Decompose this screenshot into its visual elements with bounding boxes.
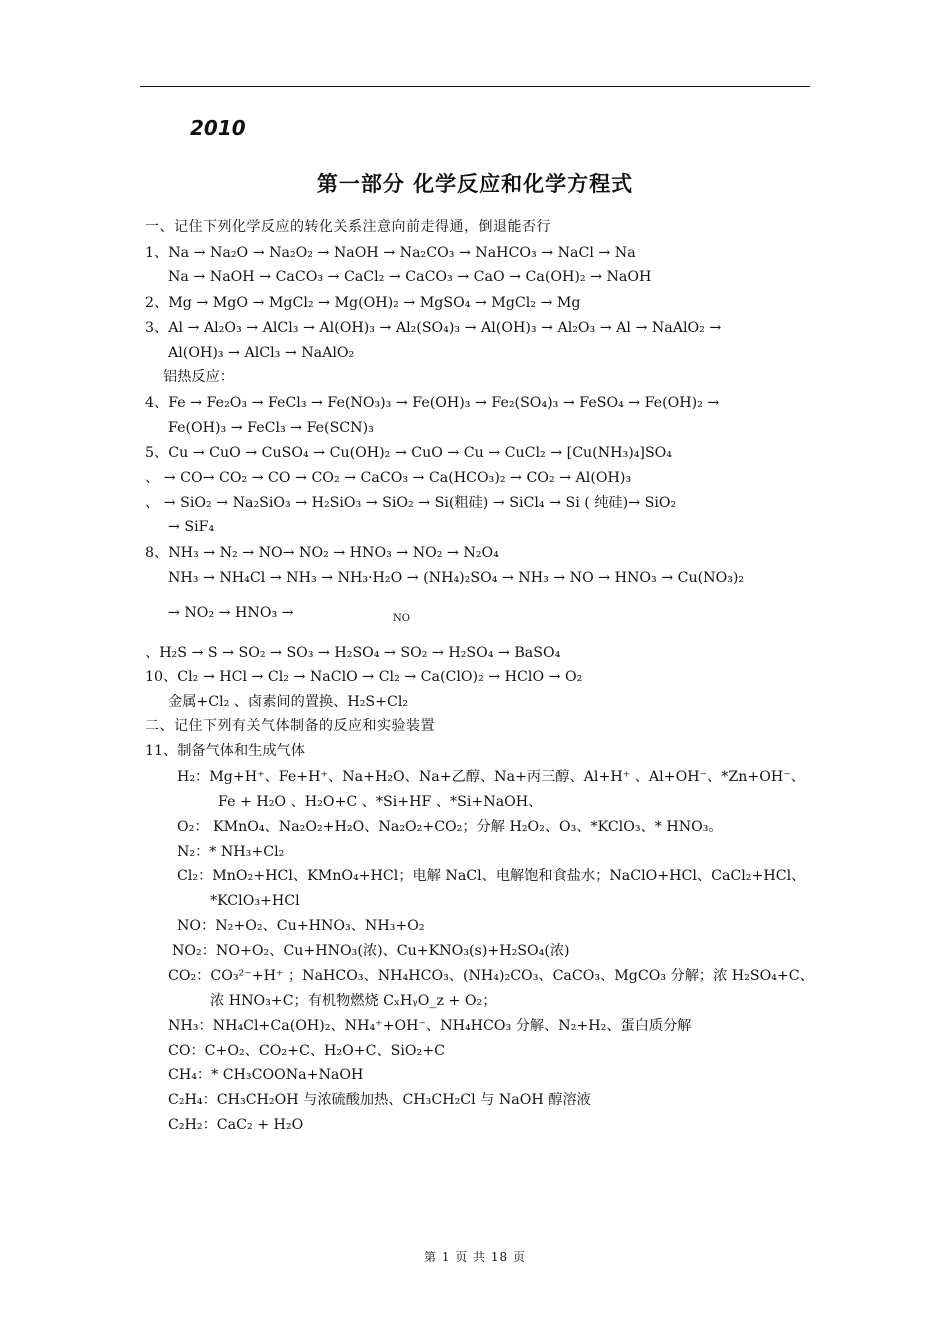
text-line: → NO₂ → HNO₃ → <box>168 605 294 621</box>
text-line: H₂：Mg+H⁺、Fe+H⁺、Na+H₂O、Na+乙醇、Na+丙三醇、Al+H⁺ 、Al+OH⁻、*Zn+OH⁻、 <box>177 769 805 785</box>
text-line: 、H₂S → S → SO₂ → SO₃ → H₂SO₄ → SO₂ → H₂SO₄ → BaSO₄ <box>145 645 561 661</box>
text-line: Fe(OH)₃ → FeCl₃ → Fe(SCN)₃ <box>168 420 374 436</box>
text-line: 、 → SiO₂ → Na₂SiO₃ → H₂SiO₃ → SiO₂ → Si(粗硅) → SiCl₄ → Si ( 纯硅)→ SiO₂ <box>145 495 677 511</box>
text-line: 4、Fe → Fe₂O₃ → FeCl₃ → Fe(NO₃)₃ → Fe(OH)₃ → Fe₂(SO₄)₃ → FeSO₄ → Fe(OH)₂ → <box>145 395 720 411</box>
page-footer: 第 1 页 共 18 页 <box>424 1250 526 1264</box>
page-title: 第一部分 化学反应和化学方程式 <box>316 172 634 196</box>
text-line: NO <box>393 613 410 624</box>
header-rule <box>140 86 810 87</box>
text-line: N₂：* NH₃+Cl₂ <box>177 844 285 860</box>
text-line: 二、记住下列有关气体制备的反应和实验装置 <box>145 718 435 734</box>
text-line: 金属+Cl₂ 、卤素间的置换、H₂S+Cl₂ <box>168 694 409 710</box>
text-line: NH₃：NH₄Cl+Ca(OH)₂、NH₄⁺+OH⁻、NH₄HCO₃ 分解、N₂+H₂、蛋白质分解 <box>168 1018 692 1034</box>
text-line: 1、Na → Na₂O → Na₂O₂ → NaOH → Na₂CO₃ → NaHCO₃ → NaCl → Na <box>145 245 636 261</box>
text-line: CO：C+O₂、CO₂+C、H₂O+C、SiO₂+C <box>168 1043 445 1059</box>
text-line: C₂H₄：CH₃CH₂OH 与浓硫酸加热、CH₃CH₂Cl 与 NaOH 醇溶液 <box>168 1092 591 1108</box>
text-line: 5、Cu → CuO → CuSO₄ → Cu(OH)₂ → CuO → Cu → CuCl₂ → [Cu(NH₃)₄]SO₄ <box>145 445 672 461</box>
text-line: Cl₂：MnO₂+HCl、KMnO₄+HCl；电解 NaCl、电解饱和食盐水；NaClO+HCl、CaCl₂+HCl、 <box>177 868 806 884</box>
text-line: CO₂：CO₃²⁻+H⁺ ；NaHCO₃、NH₄HCO₃、(NH₄)₂CO₃、CaCO₃、MgCO₃ 分解；浓 H₂SO₄+C、 <box>168 968 814 984</box>
text-line: NH₃ → NH₄Cl → NH₃ → NH₃·H₂O → (NH₄)₂SO₄ → NH₃ → NO → HNO₃ → Cu(NO₃)₂ <box>168 570 745 586</box>
year-label: 2010 <box>190 116 246 140</box>
text-line: Fe + H₂O 、H₂O+C 、*Si+HF 、*Si+NaOH、 <box>218 794 543 810</box>
text-line: *KClO₃+HCl <box>210 893 300 909</box>
text-line: O₂： KMnO₄、Na₂O₂+H₂O、Na₂O₂+CO₂；分解 H₂O₂、O₃、*KClO₃、* HNO₃。 <box>177 819 723 835</box>
text-line: 、 → CO→ CO₂ → CO → CO₂ → CaCO₃ → Ca(HCO₃)₂ → CO₂ → Al(OH)₃ <box>145 470 632 486</box>
text-line: 2、Mg → MgO → MgCl₂ → Mg(OH)₂ → MgSO₄ → MgCl₂ → Mg <box>145 295 581 311</box>
text-line: 浓 HNO₃+C；有机物燃烧 CₓHᵧO_z + O₂； <box>210 993 497 1009</box>
text-line: NO₂：NO+O₂、Cu+HNO₃(浓)、Cu+KNO₃(s)+H₂SO₄(浓) <box>172 943 570 959</box>
text-line: 铝热反应： <box>163 369 234 385</box>
text-line: NO：N₂+O₂、Cu+HNO₃、NH₃+O₂ <box>177 918 425 934</box>
text-line: C₂H₂：CaC₂ + H₂O <box>168 1117 304 1133</box>
text-line: 11、制备气体和生成气体 <box>145 743 305 759</box>
text-line: 8、NH₃ → N₂ → NO→ NO₂ → HNO₃ → NO₂ → N₂O₄ <box>145 545 499 561</box>
text-line: 3、Al → Al₂O₃ → AlCl₃ → Al(OH)₃ → Al₂(SO₄)₃ → Al(OH)₃ → Al₂O₃ → Al → NaAlO₂ → <box>145 320 722 336</box>
text-line: Al(OH)₃ → AlCl₃ → NaAlO₂ <box>168 345 355 361</box>
text-line: 10、Cl₂ → HCl → Cl₂ → NaClO → Cl₂ → Ca(ClO)₂ → HClO → O₂ <box>145 669 583 685</box>
text-line: Na → NaOH → CaCO₃ → CaCl₂ → CaCO₃ → CaO → Ca(OH)₂ → NaOH <box>168 269 652 285</box>
text-line: → SiF₄ <box>168 519 215 535</box>
text-line: 一、记住下列化学反应的转化关系注意向前走得通，倒退能否行 <box>145 219 551 235</box>
text-line: CH₄：* CH₃COONa+NaOH <box>168 1067 364 1083</box>
